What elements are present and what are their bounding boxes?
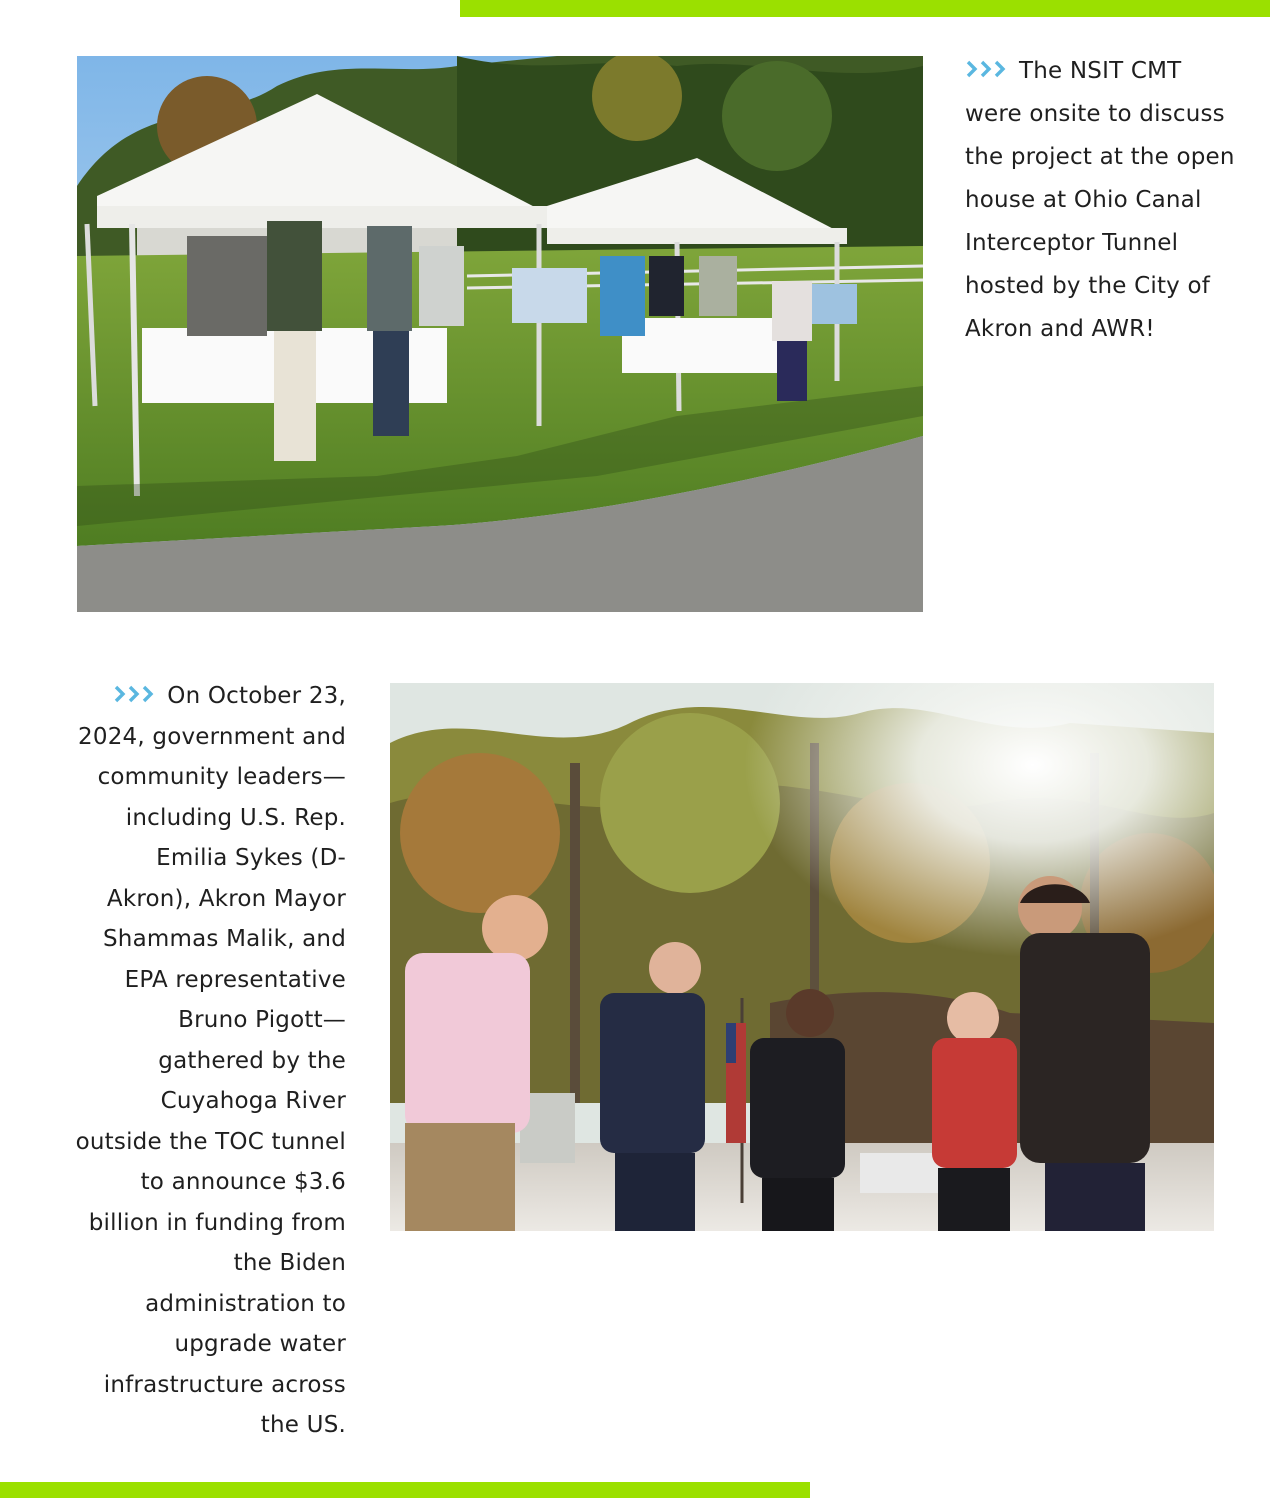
top-accent-bar — [460, 0, 1270, 17]
open-house-caption-text: The NSIT CMT were onsite to discuss the project at the open house at Ohio Canal Interceptor Tunnel hosted by the City of Akron and AWR! — [965, 58, 1235, 342]
triple-chevron-icon — [965, 59, 1011, 79]
funding-announcement-caption — [74, 676, 346, 1446]
triple-chevron-icon — [113, 684, 159, 704]
funding-announcement-photo — [390, 683, 1214, 1231]
open-house-tents-photo — [77, 56, 923, 612]
open-house-caption — [965, 50, 1245, 351]
bottom-accent-bar — [0, 1482, 810, 1498]
funding-announcement-caption-text: On October 23, 2024, government and community leaders—including U.S. Rep. Emilia Sykes (D-Akron), Akron Mayor Shammas Malik, and EPA representative Bruno Pigott—gathered by the Cuyahoga River outside the TOC tunnel to announce $3.6 billion in funding from the Biden administration to upgrade water infrastructure across the US. — [75, 683, 346, 1438]
